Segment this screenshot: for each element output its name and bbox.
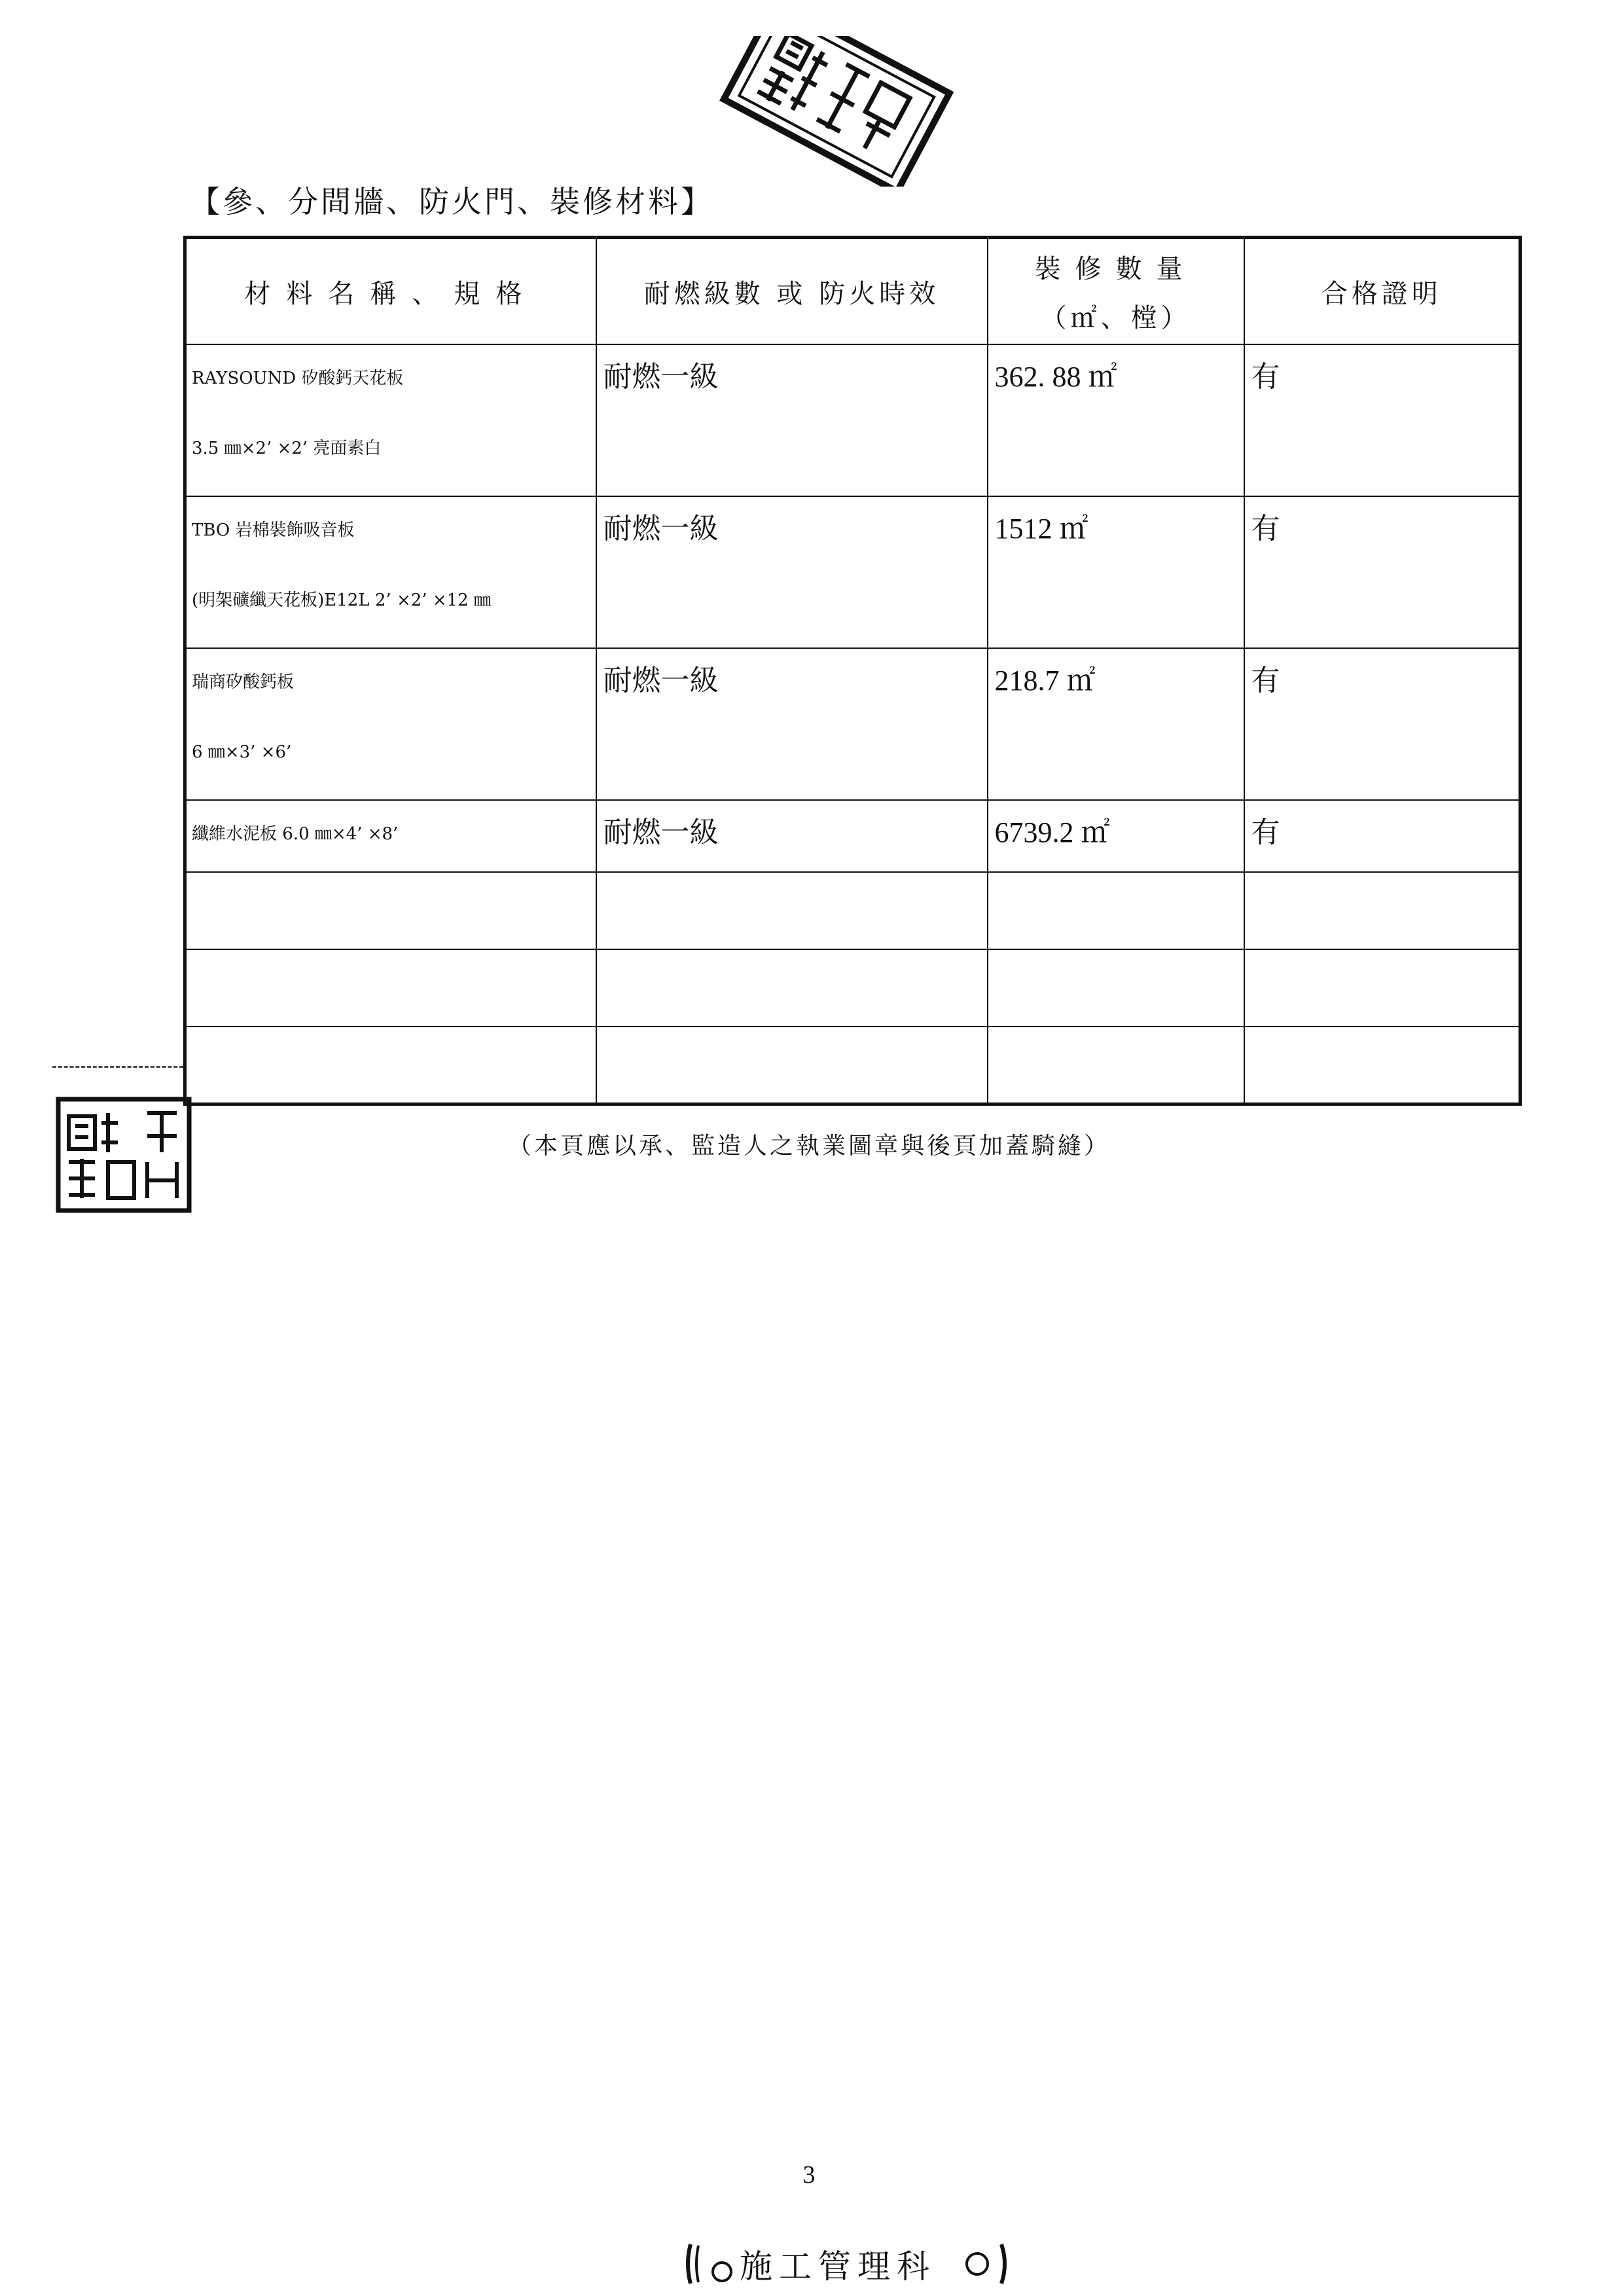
materials-table [183, 236, 1522, 1106]
cell-certificate: 有 [1244, 344, 1520, 496]
cell-spec: TBO 岩棉裝飾吸音板 (明架礦纖天花板)E12L 2’ ×2’ ×12 ㎜ [185, 496, 596, 648]
cell-quantity: 218.7 ㎡ [988, 648, 1244, 800]
table-row [185, 648, 1520, 800]
table-row [185, 800, 1520, 872]
cell-quantity: 1512 ㎡ [988, 496, 1244, 648]
cell-certificate: 有 [1244, 648, 1520, 800]
table-row [185, 496, 1520, 648]
cell-quantity: 6739.2 ㎡ [988, 800, 1244, 872]
cell-quantity: 362. 88 ㎡ [988, 344, 1244, 496]
cell-spec: 瑞商矽酸鈣板 6 ㎜×3’ ×6’ [185, 648, 596, 800]
seam-stamp-note: （本頁應以承、監造人之執業圖章與後頁加蓋騎縫） [507, 1133, 1110, 1159]
table-header-row [185, 238, 1520, 345]
page-number: 3 [802, 2161, 816, 2189]
cell-spec: RAYSOUND 矽酸鈣天花板 3.5 ㎜×2’ ×2’ 亮面素白 [185, 344, 596, 496]
header-fire-rating: 耐燃級數 或 防火時效 [596, 238, 988, 345]
flower-emblem-icon [713, 2263, 731, 2281]
cell-rating: 耐燃一級 [596, 496, 988, 648]
cell-certificate: 有 [1244, 800, 1520, 872]
section-title: 【參、分間牆、防火門、裝修材料】 [190, 184, 713, 219]
header-certificate: 合格證明 [1244, 238, 1520, 345]
cell-spec: 纖維水泥板 6.0 ㎜×4’ ×8’ [185, 800, 596, 872]
cell-certificate: 有 [1244, 496, 1520, 648]
table-row-empty [185, 872, 1520, 949]
flower-emblem-icon [967, 2253, 988, 2274]
table-row [185, 344, 1520, 496]
cell-rating: 耐燃一級 [596, 800, 988, 872]
cell-rating: 耐燃一級 [596, 648, 988, 800]
header-quantity: 裝修數量 （㎡、樘） [988, 238, 1244, 345]
table-row-empty [185, 949, 1520, 1027]
department-stamp-text: 施工管理科 [740, 2248, 936, 2286]
cell-rating: 耐燃一級 [596, 344, 988, 496]
table-row-empty [185, 1027, 1520, 1104]
header-material-spec: 材料名稱、規格 [185, 238, 596, 345]
official-seal-stamp [694, 36, 982, 187]
scan-dash-mark [52, 1066, 183, 1068]
header-quantity-unit: （㎡、樘） [1040, 303, 1191, 333]
